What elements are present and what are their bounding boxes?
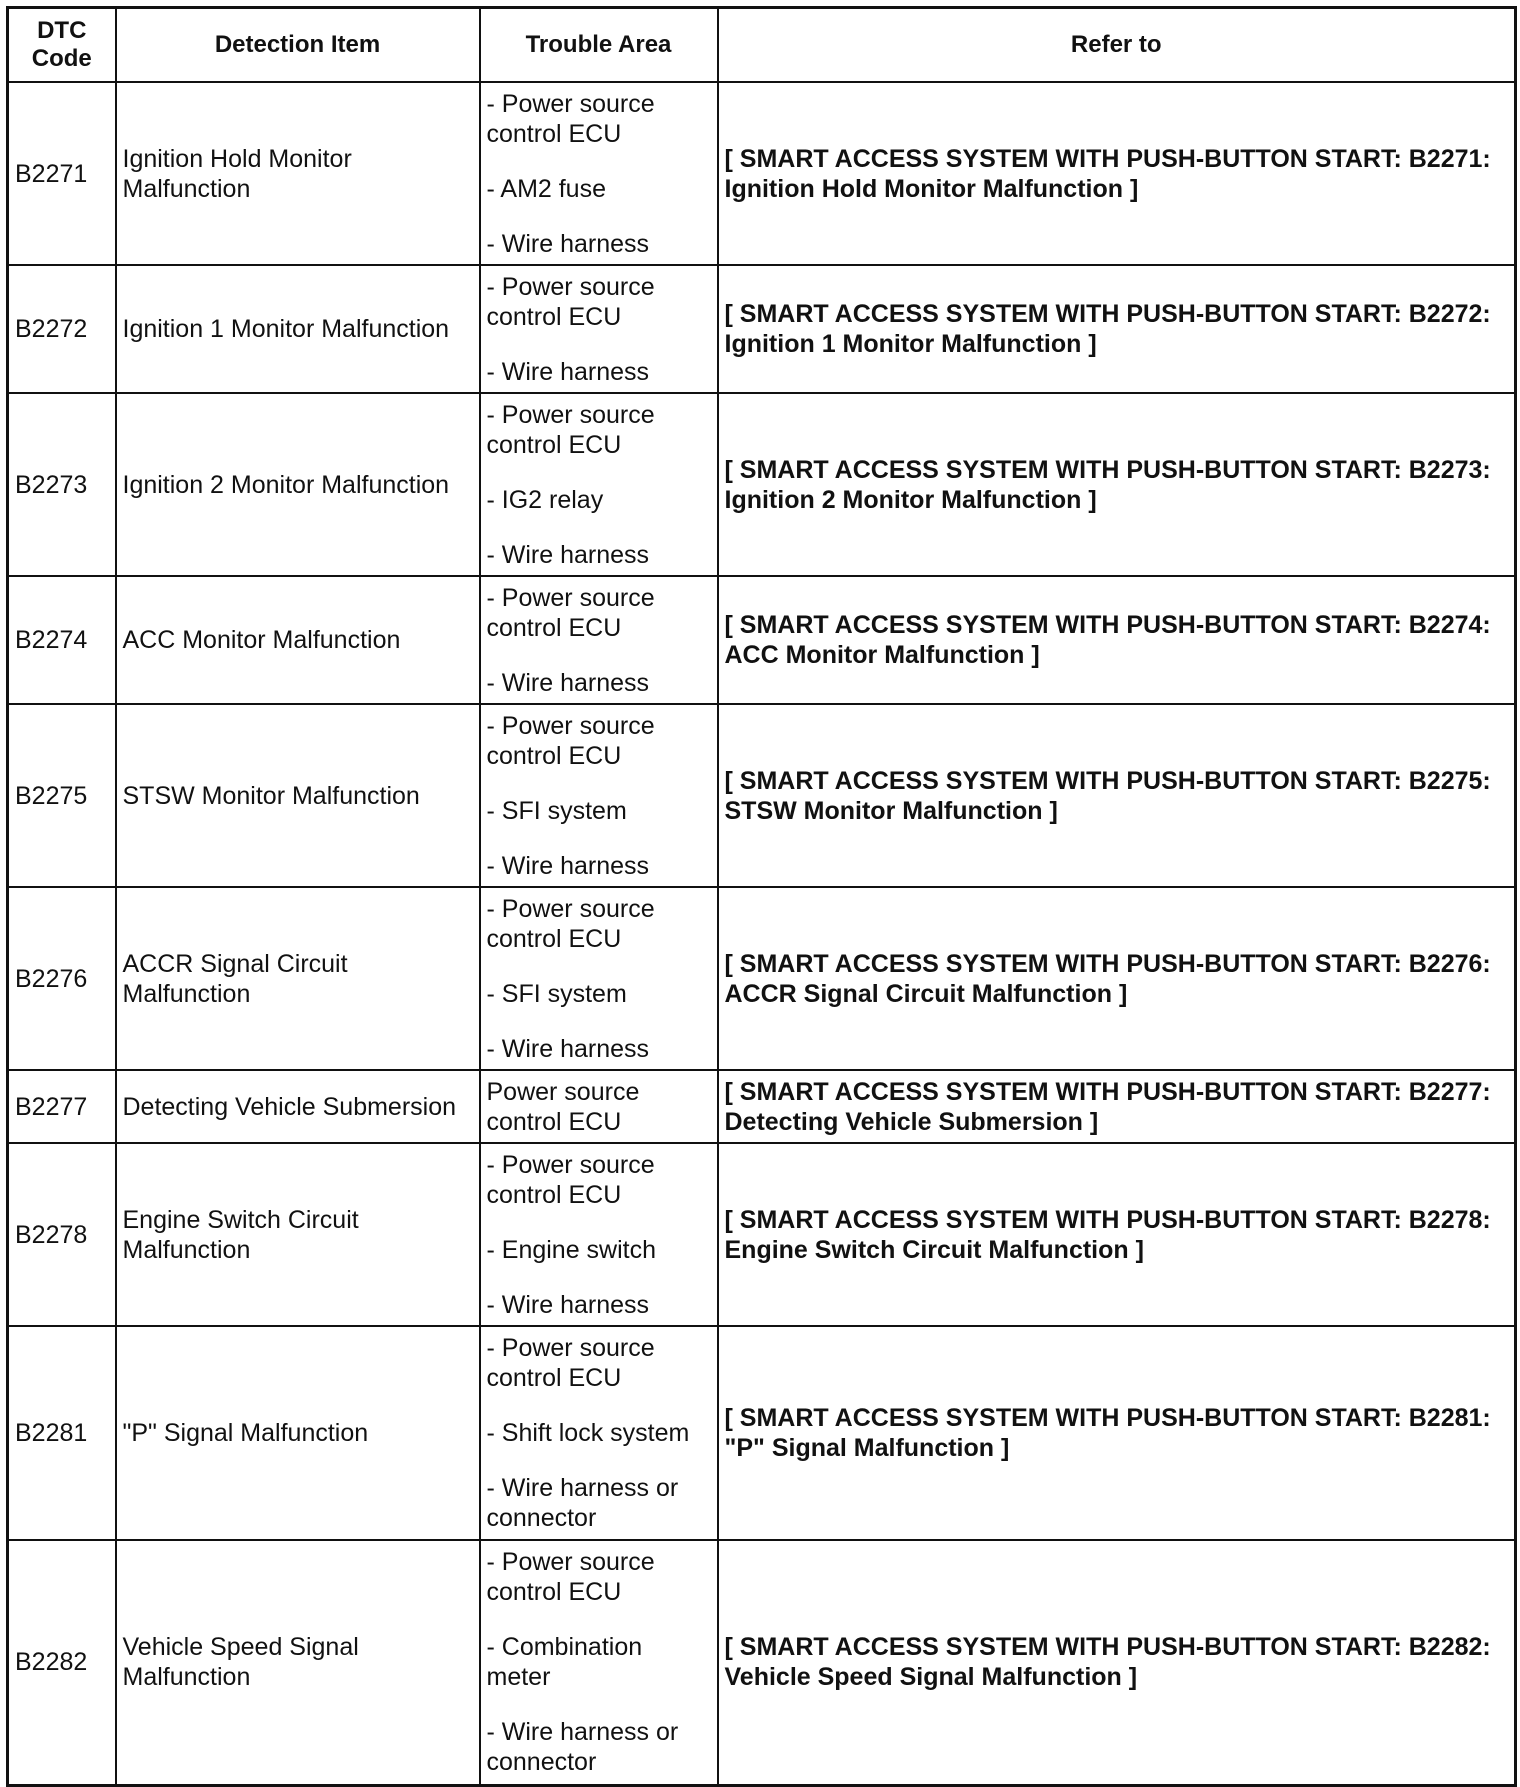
detection-item-cell: STSW Monitor Malfunction	[116, 704, 480, 887]
dtc-code-cell: B2278	[8, 1143, 116, 1326]
trouble-area-cell	[480, 1070, 718, 1143]
refer-to-cell: [ SMART ACCESS SYSTEM WITH PUSH-BUTTON START: B2281: "P" Signal Malfunction ]	[718, 1326, 1516, 1540]
trouble-area-entry: - Power source control ECU	[486, 1150, 655, 1209]
trouble-area-entry: - Wire harness	[486, 668, 650, 697]
detection-item-cell: Ignition 2 Monitor Malfunction	[116, 393, 480, 576]
trouble-area-entry: - Power source control ECU	[486, 711, 655, 770]
table-row	[8, 704, 1516, 887]
refer-to-cell: [ SMART ACCESS SYSTEM WITH PUSH-BUTTON START: B2271: Ignition Hold Monitor Malfunction ]	[718, 82, 1516, 265]
detection-item-cell: Ignition 1 Monitor Malfunction	[116, 265, 480, 393]
detection-item-cell: Detecting Vehicle Submersion	[116, 1070, 480, 1143]
trouble-area-entry: - SFI system	[486, 979, 627, 1008]
table-header	[8, 8, 1516, 83]
detection-item-cell: Ignition Hold Monitor Malfunction	[116, 82, 480, 265]
dtc-code-cell: B2281	[8, 1326, 116, 1540]
trouble-area-cell	[480, 1540, 718, 1785]
refer-to-cell: [ SMART ACCESS SYSTEM WITH PUSH-BUTTON START: B2274: ACC Monitor Malfunction ]	[718, 576, 1516, 704]
header-row	[8, 8, 1516, 83]
trouble-area-entry: - AM2 fuse	[486, 174, 606, 203]
trouble-area-cell	[480, 1143, 718, 1326]
trouble-area-entry: - SFI system	[486, 796, 627, 825]
trouble-area-cell	[480, 704, 718, 887]
dtc-code-cell: B2276	[8, 887, 116, 1070]
trouble-area-entry: - Wire harness	[486, 357, 650, 386]
trouble-area-entry: - Wire harness	[486, 540, 650, 569]
detection-item-cell: Engine Switch Circuit Malfunction	[116, 1143, 480, 1326]
trouble-area-cell	[480, 393, 718, 576]
refer-to-cell: [ SMART ACCESS SYSTEM WITH PUSH-BUTTON START: B2277: Detecting Vehicle Submersion ]	[718, 1070, 1516, 1143]
trouble-area-entry: - Power source control ECU	[486, 894, 655, 953]
trouble-area-entry: - Power source control ECU	[486, 272, 655, 331]
trouble-area-entry: - Power source control ECU	[486, 1334, 655, 1392]
trouble-area-entry: - Engine switch	[486, 1235, 657, 1264]
header-refer-to: Refer to	[718, 8, 1516, 83]
trouble-area-entry: - Wire harness	[486, 1034, 650, 1063]
trouble-area-entry: - Power source control ECU	[486, 1548, 655, 1607]
trouble-area-entry: - IG2 relay	[486, 485, 604, 514]
table-row	[8, 1143, 1516, 1326]
dtc-code-cell: B2273	[8, 393, 116, 576]
trouble-area-cell	[480, 887, 718, 1070]
dtc-code-cell: B2282	[8, 1540, 116, 1785]
trouble-area-entry: - Power source control ECU	[486, 400, 655, 459]
trouble-area-entry: - Wire harness	[486, 851, 650, 880]
trouble-area-entry: - Wire harness	[486, 1290, 650, 1319]
refer-to-cell: [ SMART ACCESS SYSTEM WITH PUSH-BUTTON START: B2282: Vehicle Speed Signal Malfunction ]	[718, 1540, 1516, 1785]
detection-item-cell: ACCR Signal Circuit Malfunction	[116, 887, 480, 1070]
trouble-area-entry: Power source control ECU	[486, 1077, 640, 1136]
table-row	[8, 1540, 1516, 1785]
table-row	[8, 887, 1516, 1070]
trouble-area-cell	[480, 265, 718, 393]
refer-to-cell: [ SMART ACCESS SYSTEM WITH PUSH-BUTTON START: B2272: Ignition 1 Monitor Malfunction ]	[718, 265, 1516, 393]
dtc-code-cell: B2272	[8, 265, 116, 393]
dtc-table	[6, 6, 1517, 1787]
dtc-code-cell: B2274	[8, 576, 116, 704]
table-row	[8, 82, 1516, 265]
refer-to-cell: [ SMART ACCESS SYSTEM WITH PUSH-BUTTON START: B2275: STSW Monitor Malfunction ]	[718, 704, 1516, 887]
trouble-area-cell	[480, 82, 718, 265]
header-trouble-area: Trouble Area	[480, 8, 718, 83]
refer-to-cell: [ SMART ACCESS SYSTEM WITH PUSH-BUTTON START: B2278: Engine Switch Circuit Malfunction ]	[718, 1143, 1516, 1326]
trouble-area-entry: - Power source control ECU	[486, 583, 655, 642]
header-detection-item: Detection Item	[116, 8, 480, 83]
dtc-code-cell: B2271	[8, 82, 116, 265]
dtc-code-cell: B2275	[8, 704, 116, 887]
detection-item-cell: Vehicle Speed Signal Malfunction	[116, 1540, 480, 1785]
trouble-area-entry: - Wire harness or connector	[486, 1718, 679, 1777]
table-body	[8, 82, 1516, 1785]
trouble-area-entry: - Wire harness or connector	[486, 1474, 679, 1532]
table-row	[8, 265, 1516, 393]
table-row	[8, 1326, 1516, 1540]
refer-to-cell: [ SMART ACCESS SYSTEM WITH PUSH-BUTTON START: B2276: ACCR Signal Circuit Malfunction ]	[718, 887, 1516, 1070]
trouble-area-cell	[480, 1326, 718, 1540]
trouble-area-entry: - Power source control ECU	[486, 89, 655, 148]
trouble-area-entry: - Combination meter	[486, 1633, 643, 1692]
detection-item-cell: ACC Monitor Malfunction	[116, 576, 480, 704]
trouble-area-cell	[480, 576, 718, 704]
table-row	[8, 576, 1516, 704]
table-row	[8, 1070, 1516, 1143]
trouble-area-entry: - Wire harness	[486, 229, 650, 258]
trouble-area-entry: - Shift lock system	[486, 1419, 690, 1447]
refer-to-cell: [ SMART ACCESS SYSTEM WITH PUSH-BUTTON START: B2273: Ignition 2 Monitor Malfunction ]	[718, 393, 1516, 576]
dtc-code-cell: B2277	[8, 1070, 116, 1143]
table-row	[8, 393, 1516, 576]
detection-item-cell: "P" Signal Malfunction	[116, 1326, 480, 1540]
header-dtc-code: DTC Code	[8, 8, 116, 83]
